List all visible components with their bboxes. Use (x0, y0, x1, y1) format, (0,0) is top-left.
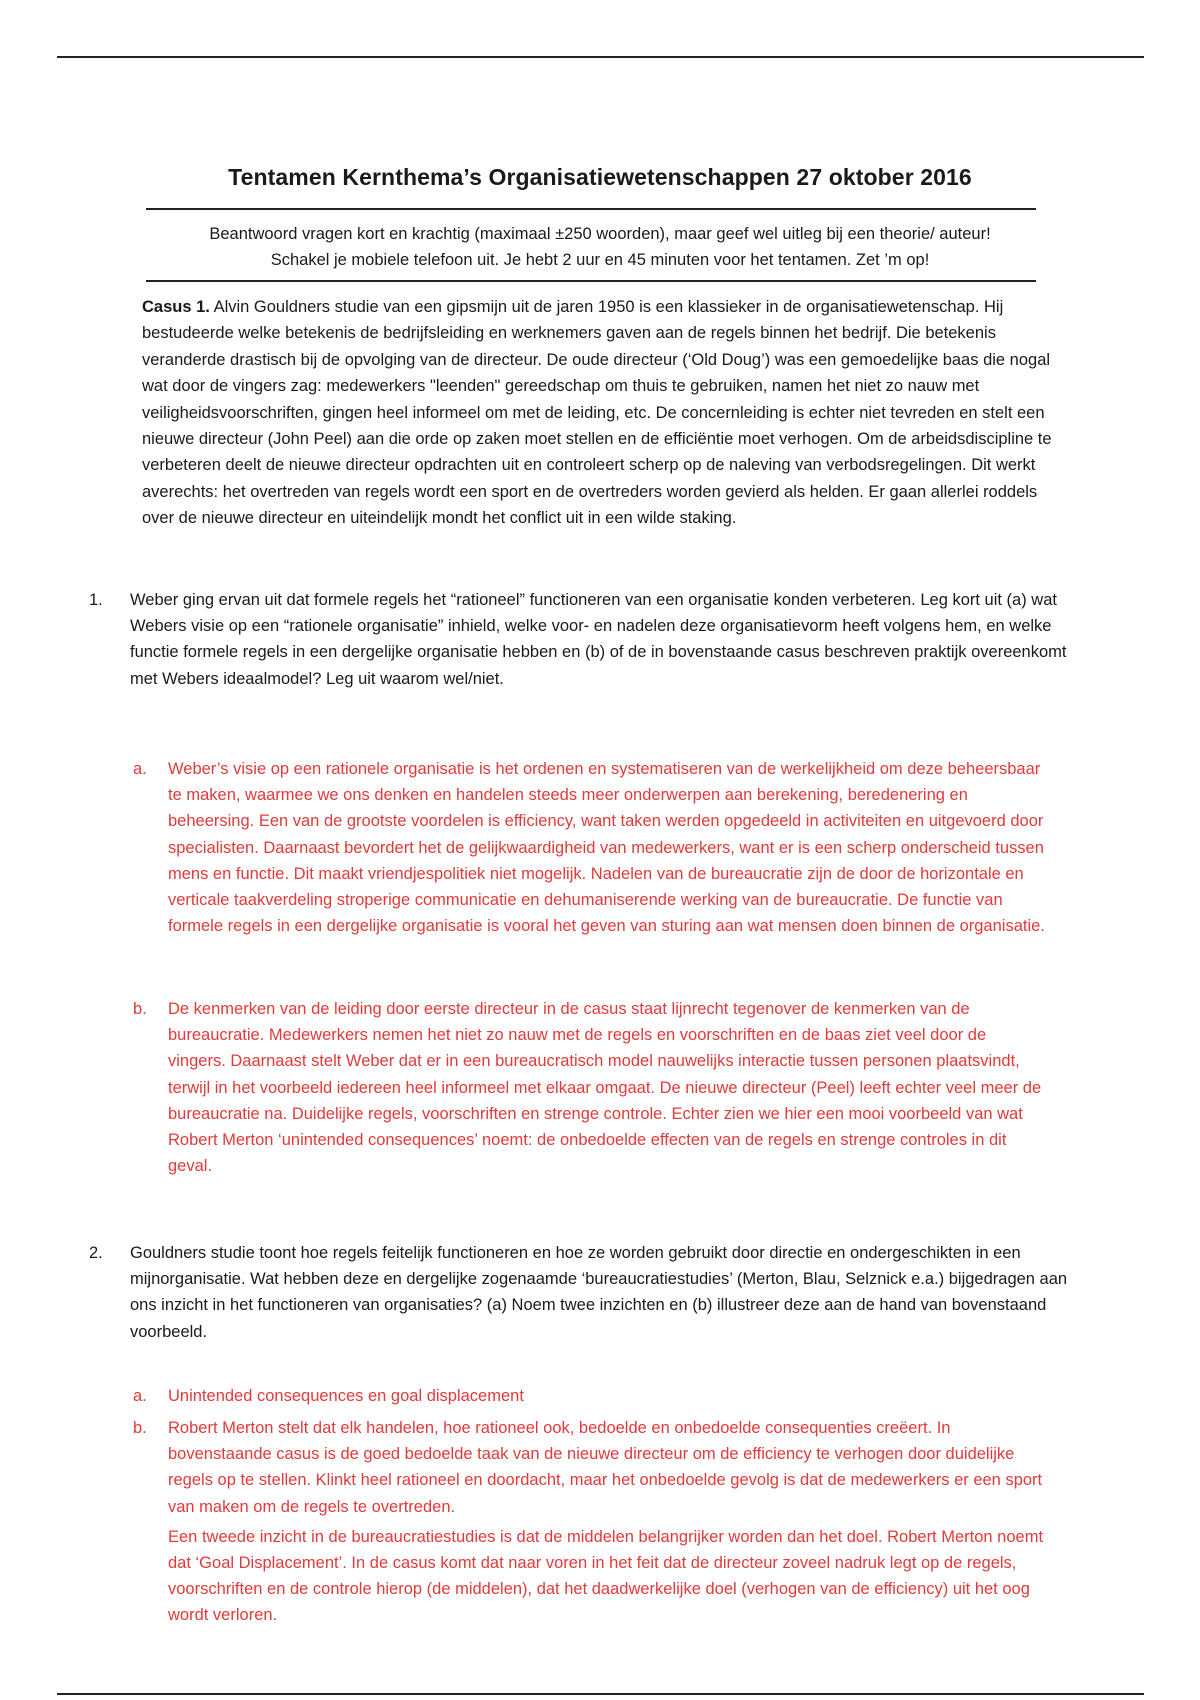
question-number: 2. (89, 1244, 103, 1262)
answer-paragraph-1: Robert Merton stelt dat elk handelen, hoe rationeel ook, bedoelde en onbedoelde consequenties creëert. In bovenstaande casus is de goed bedoelde taak van de nieuwe directeur om de efficiency te verhogen door duidelijke regels op te stellen. Klinkt heel rationeel en doordacht, maar het onbedoelde gevolg is dat de medewerkers er een sport van maken om de regels te overtreden. (168, 1419, 1043, 1516)
casus-label: Casus 1. (142, 298, 210, 316)
question-number: 1. (89, 591, 103, 609)
answer-paragraph-2: Een tweede inzicht in de bureaucratiestudies is dat de middelen belangrijker worden dan het doel. Robert Merton noemt dat ‘Goal Displacement’. In de casus komt dat naar voren in het feit dat de directeur zoveel nadruk legt op de regels, voorschriften en de controle hierop (de middelen), dat het daadwerkelijke doel (verhogen van de efficiency) uit het oog wordt verloren. (168, 1527, 1044, 1625)
question-text: Gouldners studie toont hoe regels feitelijk functioneren en hoe ze worden gebruikt door directie en ondergeschikten in een mijnorganisatie. Wat hebben deze en dergelijke zogenaamde ‘bureaucratiestudies’ (Merton, Blau, Selznick e.a.) bijgedragen aan ons inzicht in het functioneren van organisaties? (a) Noem twee inzichten en (b) illustreer deze aan de hand van bovenstaand voorbeeld. (130, 1244, 1068, 1341)
answer-label: a. (133, 760, 147, 778)
answer-text: De kenmerken van de leiding door eerste directeur in de casus staat lijnrecht tegenover de kenmerken van de bureaucratie. Medewerkers nemen het niet zo nauw met de regels en voorschriften en de baas ziet veel door de vingers. Daarnaast stelt Weber dat er in een bureaucratisch model nauwelijks interactie tussen personen plaatsvindt, terwijl in het voorbeeld iedereen heel informeel met elkaar omgaat. De nieuwe directeur (Peel) leeft echter veel meer de bureaucratie na. Duidelijke regels, voorschriften en strenge controle. Echter zien we hier een mooi voorbeeld van wat Robert Merton ‘unintended consequences’ noemt: de onbedoelde effecten van de regels en strenge controles in dit geval. (168, 1000, 1042, 1176)
answer-label: a. (133, 1387, 147, 1405)
casus-block (142, 294, 1062, 532)
page-title: Tentamen Kernthema’s Organisatiewetenschappen 27 oktober 2016 (228, 164, 972, 190)
answer-text: Weber’s visie op een rationele organisatie is het ordenen en systematiseren van de werkelijkheid om deze beheersbaar te maken, waarmee we ons denken en handelen steeds meer onderwerpen aan berekening, beredenering en beheersing. Een van de grootste voordelen is efficiency, want taken werden opgedeeld in activiteiten en uitgevoerd door specialisten. Daarnaast bevordert het de gelijkwaardigheid van medewerkers, want er is een scherp onderscheid tussen mens en functie. Dit maakt vriendjespolitiek niet mogelijk. Nadelen van de bureaucratie zijn de door de horizontale en verticale taakverdeling stroperige communicatie en dehumaniserende werking van de bureaucratie. De functie van formele regels in een dergelijke organisatie is vooral het geven van sturing aan wat mensen doen binnen de organisatie. (168, 760, 1045, 936)
instructions-line-1: Beantwoord vragen kort en krachtig (maximaal ±250 woorden), maar geef wel uitleg bij een theorie/ auteur! (209, 225, 991, 243)
casus-text: Alvin Gouldners studie van een gipsmijn uit de jaren 1950 is een klassieker in de organisatiewetenschap. Hij bestudeerde welke betekenis de bedrijfsleiding en werknemers gaven aan de regels binnen het bedrijf. Die betekenis veranderde drastisch bij de opvolging van de directeur. De oude directeur (‘Old Doug’) was een gemoedelijke baas die nogal wat door de vingers zag: medewerkers "leenden" gereedschap om thuis te gebruiken, namen het niet zo nauw met veiligheidsvoorschriften, gingen heel informeel om met de leiding, etc. De concernleiding is echter niet tevreden en stelt een nieuwe directeur (John Peel) aan die orde op zaken moet stellen en de efficiëntie moet verhogen. Om de arbeidsdiscipline te verbeteren deelt de nieuwe directeur opdrachten uit en controleert scherp op de naleving van verbodsregelingen. Dit werkt averechts: het overtreden van regels wordt een sport en de overtreders worden gevierd als helden. Er gaan allerlei roddels over de nieuwe directeur en uiteindelijk mondt het conflict uit in een wilde staking. (142, 298, 1052, 528)
bottom-rule (57, 1693, 1144, 1695)
answer-label: b. (133, 1000, 147, 1018)
question-text: Weber ging ervan uit dat formele regels het “rationeel” functioneren van een organisatie konden verbeteren. Leg kort uit (a) wat Webers visie op een “rationele organisatie” inhield, welke voor- en nadelen deze organisatievorm heeft volgens hem, en welke functie formele regels in een dergelijke organisatie hebben en (b) of de in bovenstaande casus beschreven praktijk overeenkomt met Webers ideaalmodel? Leg uit waarom wel/niet. (130, 591, 1067, 688)
instructions-line-2: Schakel je mobiele telefoon uit. Je hebt 2 uur en 45 minuten voor het tentamen. Zet ’m op! (270, 251, 930, 269)
top-rule (57, 56, 1144, 58)
instructions-rule (146, 280, 1036, 282)
answer-label: b. (133, 1419, 147, 1437)
answer-text (168, 1415, 1048, 1629)
title-rule (146, 208, 1036, 210)
answer-text: Unintended consequences en goal displacement (168, 1387, 524, 1405)
instructions (100, 221, 1100, 273)
